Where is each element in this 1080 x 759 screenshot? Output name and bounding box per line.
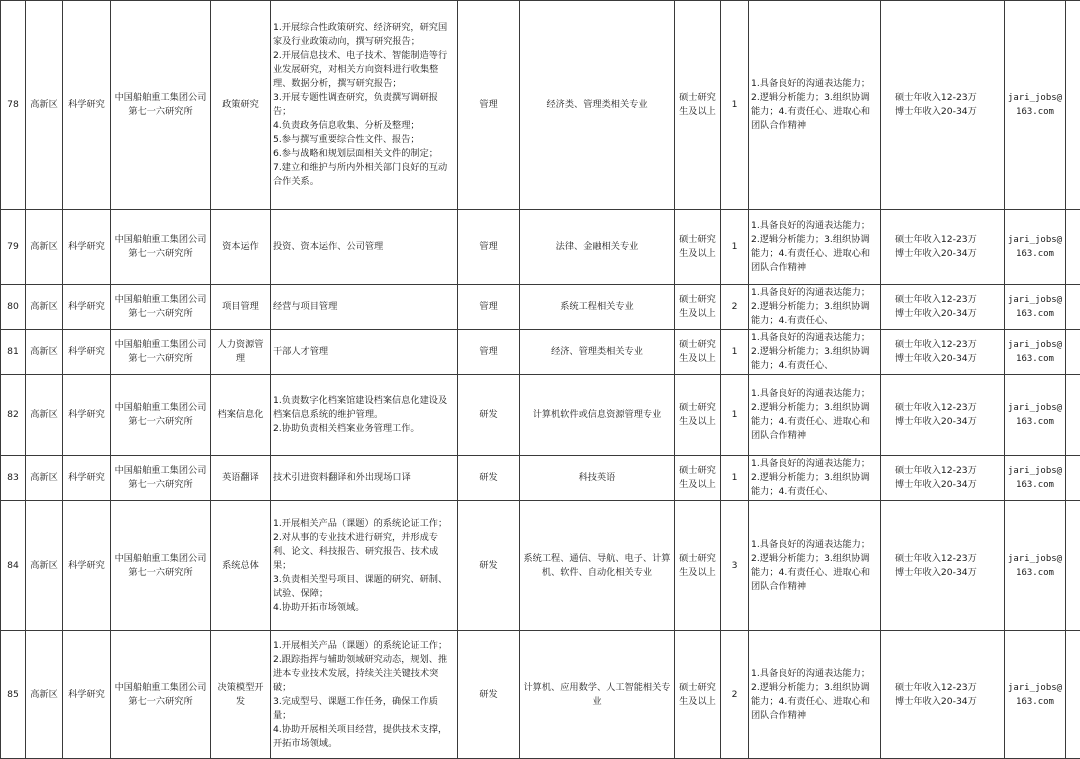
position-cell: 英语翻译 (211, 456, 271, 501)
unit-cell: 中国船舶重工集团公司第七一六研究所 (111, 631, 211, 759)
education-cell: 硕士研究生及以上 (675, 456, 721, 501)
education-cell: 硕士研究生及以上 (675, 210, 721, 285)
salary-line: 硕士年收入12-23万 (895, 552, 1002, 566)
duty-line: 1.开展综合性政策研究、经济研究，研究国家及行业政策动向，撰写研究报告； (273, 21, 455, 49)
email-cell: jari_jobs@163.com (1005, 330, 1066, 375)
email-cell: jari_jobs@163.com (1005, 285, 1066, 330)
education-cell: 硕士研究生及以上 (675, 375, 721, 456)
duty-line: 2.开展信息技术、电子技术、智能制造等行业发展研究，对相关方向资料进行收集整理、数据分析，撰写研究报告； (273, 49, 455, 91)
salary-cell (881, 375, 1005, 456)
requirements-cell: 1.具备良好的沟通表达能力；2.逻辑分析能力；3.组织协调能力；4.有责任心、 (749, 285, 881, 330)
email-cell: jari_jobs@163.com (1005, 631, 1066, 759)
major-cell: 科技英语 (520, 456, 675, 501)
unit-cell: 中国船舶重工集团公司第七一六研究所 (111, 330, 211, 375)
education-cell: 硕士研究生及以上 (675, 631, 721, 759)
position-cell: 系统总体 (211, 501, 271, 631)
salary-cell (881, 631, 1005, 759)
count-cell: 2 (721, 631, 749, 759)
salary-line: 硕士年收入12-23万 (895, 338, 1002, 352)
duty-line: 7.建立和维护与所内外相关部门良好的互动合作关系。 (273, 161, 455, 189)
salary-line: 博士年收入20-34万 (895, 352, 1002, 366)
empty-cell (1066, 210, 1080, 285)
duty-line: 3.开展专题性调查研究，负责撰写调研报告； (273, 91, 455, 119)
category-cell: 科学研究 (63, 456, 111, 501)
education-cell: 硕士研究生及以上 (675, 501, 721, 631)
category-cell: 科学研究 (63, 501, 111, 631)
table-row (1, 330, 1080, 375)
district-cell: 高新区 (26, 1, 63, 210)
count-cell: 1 (721, 210, 749, 285)
empty-cell (1066, 501, 1080, 631)
unit-cell: 中国船舶重工集团公司第七一六研究所 (111, 501, 211, 631)
duties-cell (271, 210, 458, 285)
email-cell: jari_jobs@163.com (1005, 456, 1066, 501)
email-cell: jari_jobs@163.com (1005, 501, 1066, 631)
category-cell: 科学研究 (63, 330, 111, 375)
count-cell: 1 (721, 1, 749, 210)
salary-line: 硕士年收入12-23万 (895, 464, 1002, 478)
duties-cell (271, 1, 458, 210)
duty-line: 3.负责相关型号项目、课题的研究、研制、试验、保障； (273, 573, 455, 601)
unit-cell: 中国船舶重工集团公司第七一六研究所 (111, 285, 211, 330)
duty-line: 1.开展相关产品（课题）的系统论证工作； (273, 517, 455, 531)
district-cell: 高新区 (26, 285, 63, 330)
duty-line: 4.负责政务信息收集、分析及整理； (273, 119, 455, 133)
row-number: 79 (1, 210, 26, 285)
count-cell: 1 (721, 330, 749, 375)
type-cell: 研发 (458, 375, 520, 456)
duty-line: 经营与项目管理 (273, 300, 455, 314)
type-cell: 管理 (458, 285, 520, 330)
requirements-cell: 1.具备良好的沟通表达能力；2.逻辑分析能力；3.组织协调能力；4.有责任心、 (749, 456, 881, 501)
district-cell: 高新区 (26, 501, 63, 631)
unit-cell: 中国船舶重工集团公司第七一六研究所 (111, 1, 211, 210)
row-number: 84 (1, 501, 26, 631)
duty-line: 5.参与撰写重要综合性文件、报告； (273, 133, 455, 147)
duties-cell (271, 456, 458, 501)
salary-line: 博士年收入20-34万 (895, 695, 1002, 709)
table-row (1, 210, 1080, 285)
duty-line: 2.跟踪指挥与辅助领域研究动态，规划、推进本专业技术发展，持续关注关键技术突破； (273, 653, 455, 695)
email-cell: jari_jobs@163.com (1005, 1, 1066, 210)
salary-line: 博士年收入20-34万 (895, 105, 1002, 119)
category-cell: 科学研究 (63, 210, 111, 285)
requirements-cell: 1.具备良好的沟通表达能力；2.逻辑分析能力；3.组织协调能力；4.有责任心、进取心和团队合作精神 (749, 210, 881, 285)
duty-line: 2.对从事的专业技术进行研究，并形成专利、论文、科技报告、研究报告、技术成果； (273, 531, 455, 573)
salary-line: 硕士年收入12-23万 (895, 681, 1002, 695)
duty-line: 技术引进资料翻译和外出现场口译 (273, 471, 455, 485)
type-cell: 管理 (458, 210, 520, 285)
unit-cell: 中国船舶重工集团公司第七一六研究所 (111, 456, 211, 501)
duty-line: 1.开展相关产品（课题）的系统论证工作； (273, 639, 455, 653)
position-cell: 项目管理 (211, 285, 271, 330)
salary-cell (881, 330, 1005, 375)
district-cell: 高新区 (26, 631, 63, 759)
position-cell: 政策研究 (211, 1, 271, 210)
major-cell: 系统工程、通信、导航、电子、计算机、软件、自动化相关专业 (520, 501, 675, 631)
major-cell: 系统工程相关专业 (520, 285, 675, 330)
district-cell: 高新区 (26, 375, 63, 456)
unit-cell: 中国船舶重工集团公司第七一六研究所 (111, 210, 211, 285)
duty-line: 2.协助负责相关档案业务管理工作。 (273, 422, 455, 436)
duties-cell (271, 501, 458, 631)
salary-line: 博士年收入20-34万 (895, 415, 1002, 429)
position-cell: 档案信息化 (211, 375, 271, 456)
category-cell: 科学研究 (63, 1, 111, 210)
row-number: 80 (1, 285, 26, 330)
category-cell: 科学研究 (63, 375, 111, 456)
type-cell: 研发 (458, 456, 520, 501)
type-cell: 研发 (458, 501, 520, 631)
salary-line: 硕士年收入12-23万 (895, 91, 1002, 105)
type-cell: 管理 (458, 330, 520, 375)
district-cell: 高新区 (26, 330, 63, 375)
position-cell: 决策模型开发 (211, 631, 271, 759)
row-number: 78 (1, 1, 26, 210)
education-cell: 硕士研究生及以上 (675, 1, 721, 210)
duties-cell (271, 285, 458, 330)
table-row (1, 631, 1080, 759)
empty-cell (1066, 375, 1080, 456)
salary-line: 硕士年收入12-23万 (895, 233, 1002, 247)
table-body (1, 1, 1080, 759)
education-cell: 硕士研究生及以上 (675, 330, 721, 375)
count-cell: 1 (721, 456, 749, 501)
duty-line: 4.协助开展相关项目经营，提供技术支撑，开拓市场领域。 (273, 723, 455, 751)
salary-cell (881, 285, 1005, 330)
duty-line: 4.协助开拓市场领域。 (273, 601, 455, 615)
table-row (1, 1, 1080, 210)
empty-cell (1066, 330, 1080, 375)
salary-cell (881, 210, 1005, 285)
salary-line: 博士年收入20-34万 (895, 478, 1002, 492)
salary-cell (881, 456, 1005, 501)
row-number: 85 (1, 631, 26, 759)
position-cell: 资本运作 (211, 210, 271, 285)
duty-line: 6.参与战略和规划层面相关文件的制定； (273, 147, 455, 161)
category-cell: 科学研究 (63, 285, 111, 330)
type-cell: 研发 (458, 631, 520, 759)
education-cell: 硕士研究生及以上 (675, 285, 721, 330)
salary-line: 博士年收入20-34万 (895, 566, 1002, 580)
unit-cell: 中国船舶重工集团公司第七一六研究所 (111, 375, 211, 456)
salary-line: 硕士年收入12-23万 (895, 401, 1002, 415)
requirements-cell: 1.具备良好的沟通表达能力；2.逻辑分析能力；3.组织协调能力；4.有责任心、进取心和团队合作精神 (749, 631, 881, 759)
duty-line: 投资、资本运作、公司管理 (273, 240, 455, 254)
requirements-cell: 1.具备良好的沟通表达能力；2.逻辑分析能力；3.组织协调能力；4.有责任心、进取心和团队合作精神 (749, 501, 881, 631)
salary-cell (881, 1, 1005, 210)
count-cell: 1 (721, 375, 749, 456)
requirements-cell: 1.具备良好的沟通表达能力；2.逻辑分析能力；3.组织协调能力；4.有责任心、进取心和团队合作精神 (749, 375, 881, 456)
salary-line: 博士年收入20-34万 (895, 307, 1002, 321)
count-cell: 3 (721, 501, 749, 631)
major-cell: 经济、管理类相关专业 (520, 330, 675, 375)
major-cell: 经济类、管理类相关专业 (520, 1, 675, 210)
district-cell: 高新区 (26, 210, 63, 285)
category-cell: 科学研究 (63, 631, 111, 759)
table-row (1, 456, 1080, 501)
requirements-cell: 1.具备良好的沟通表达能力；2.逻辑分析能力；3.组织协调能力；4.有责任心、 (749, 330, 881, 375)
duties-cell (271, 631, 458, 759)
email-cell: jari_jobs@163.com (1005, 375, 1066, 456)
salary-line: 博士年收入20-34万 (895, 247, 1002, 261)
salary-line: 硕士年收入12-23万 (895, 293, 1002, 307)
duties-cell (271, 375, 458, 456)
duty-line: 干部人才管理 (273, 345, 455, 359)
empty-cell (1066, 1, 1080, 210)
row-number: 83 (1, 456, 26, 501)
type-cell: 管理 (458, 1, 520, 210)
major-cell: 法律、金融相关专业 (520, 210, 675, 285)
empty-cell (1066, 456, 1080, 501)
major-cell: 计算机软件或信息资源管理专业 (520, 375, 675, 456)
duty-line: 1.负责数字化档案馆建设档案信息化建设及档案信息系统的维护管理。 (273, 394, 455, 422)
empty-cell (1066, 631, 1080, 759)
major-cell: 计算机、应用数学、人工智能相关专业 (520, 631, 675, 759)
table-row (1, 375, 1080, 456)
row-number: 81 (1, 330, 26, 375)
count-cell: 2 (721, 285, 749, 330)
duties-cell (271, 330, 458, 375)
duty-line: 3.完成型号、课题工作任务，确保工作质量； (273, 695, 455, 723)
salary-cell (881, 501, 1005, 631)
email-cell: jari_jobs@163.com (1005, 210, 1066, 285)
table-row (1, 501, 1080, 631)
table-row (1, 285, 1080, 330)
position-cell: 人力资源管理 (211, 330, 271, 375)
district-cell: 高新区 (26, 456, 63, 501)
empty-cell (1066, 285, 1080, 330)
requirements-cell: 1.具备良好的沟通表达能力；2.逻辑分析能力；3.组织协调能力；4.有责任心、进取心和团队合作精神 (749, 1, 881, 210)
row-number: 82 (1, 375, 26, 456)
